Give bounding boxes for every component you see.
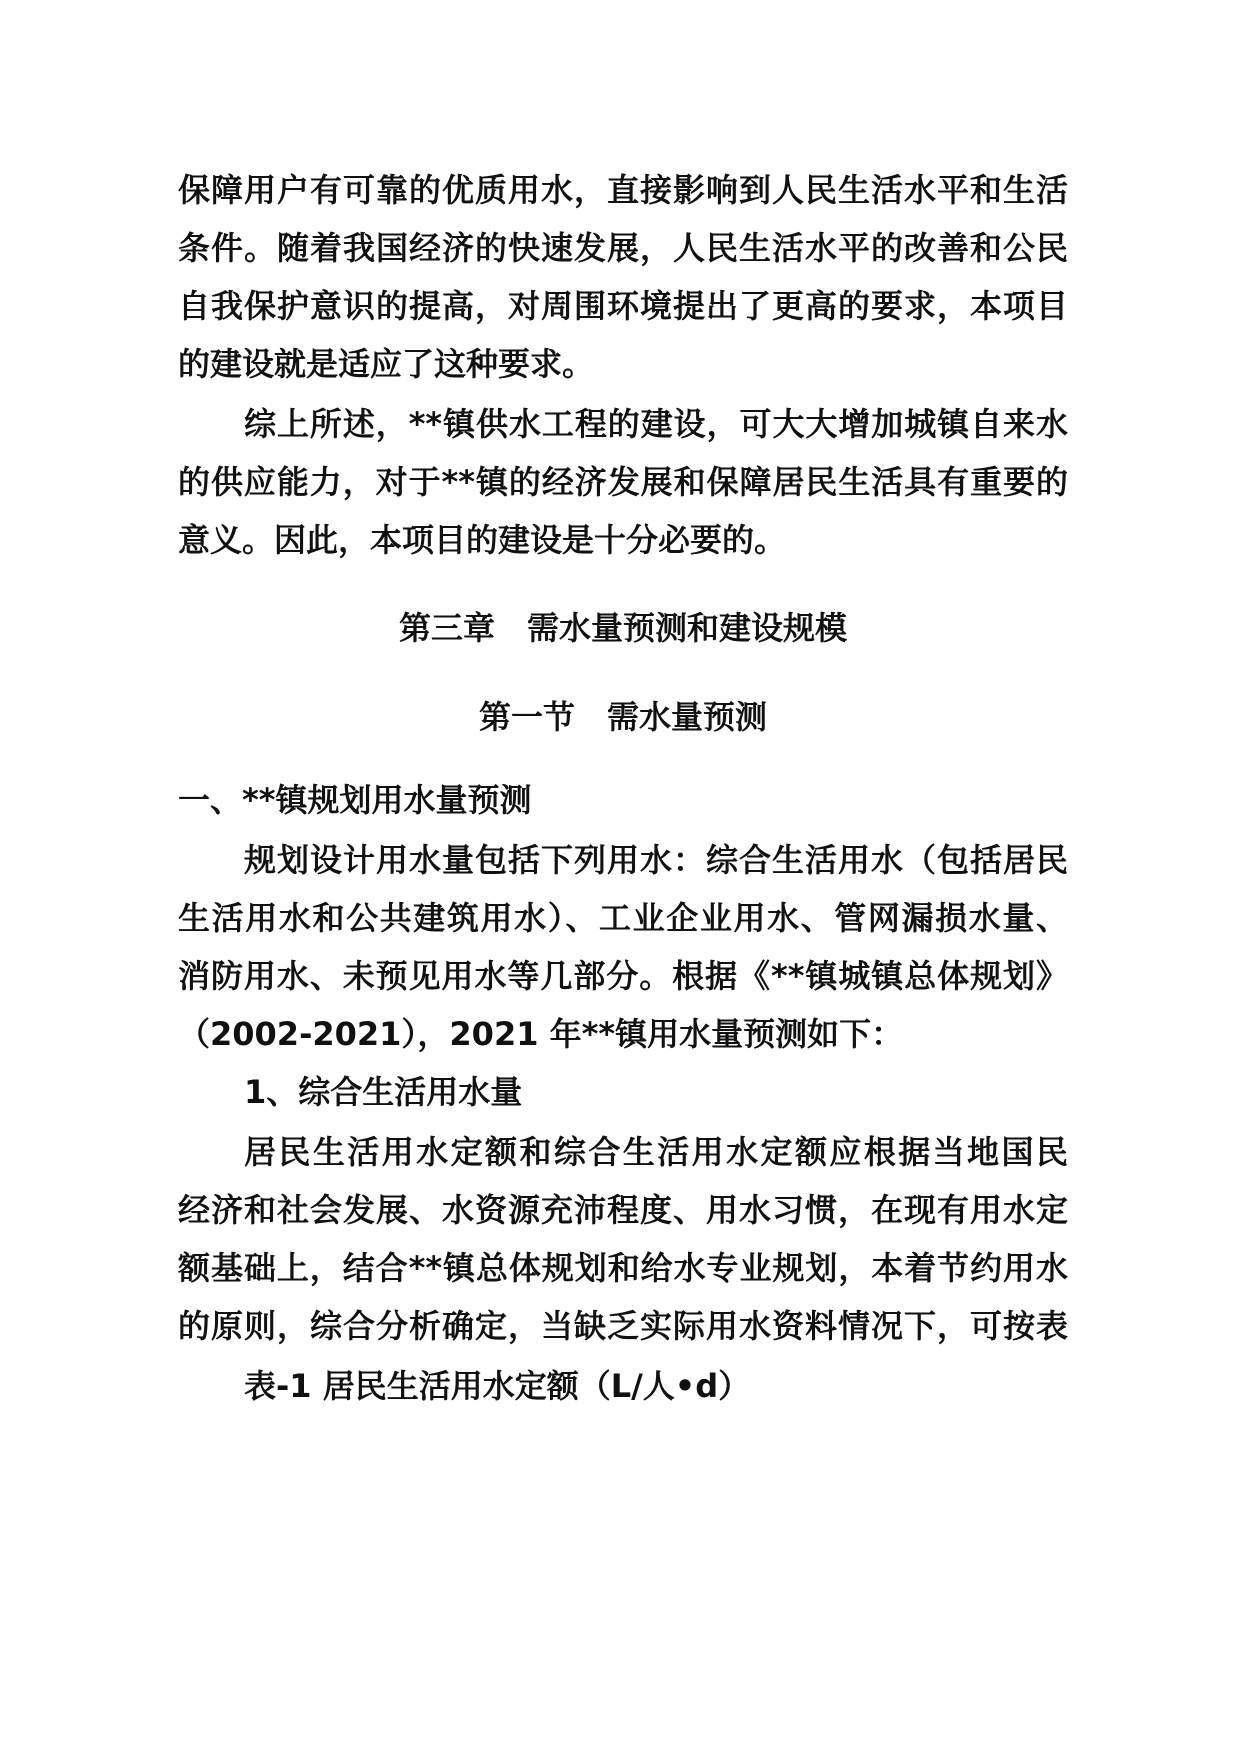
- paragraph-line: 保障用户有可靠的优质用水，直接影响到人民生活水平和生活: [178, 171, 1068, 209]
- chapter-title: 第三章 需水量预测和建设规模: [398, 609, 847, 647]
- paragraph-line: 的原则，综合分析确定，当缺乏实际用水资料情况下，可按表: [178, 1307, 1068, 1345]
- paragraph-line: 综上所述，**镇供水工程的建设，可大大增加城镇自来水: [244, 405, 1068, 443]
- paragraph-line: 条件。随着我国经济的快速发展，人民生活水平的改善和公民: [178, 229, 1068, 267]
- subsection-title: 一、**镇规划用水量预测: [178, 781, 532, 819]
- paragraph-line: 经济和社会发展、水资源充沛程度、用水习惯，在现有用水定: [178, 1191, 1068, 1229]
- paragraph-line: 的建设就是适应了这种要求。: [178, 345, 595, 383]
- paragraph-line: 的供应能力，对于**镇的经济发展和保障居民生活具有重要的: [178, 463, 1068, 501]
- paragraph-line: 居民生活用水定额和综合生活用水定额应根据当地国民: [244, 1133, 1068, 1171]
- paragraph-line: 意义。因此，本项目的建设是十分必要的。: [178, 521, 787, 559]
- paragraph-line: 自我保护意识的提高，对周围环境提出了更高的要求，本项目: [178, 287, 1068, 325]
- paragraph-line: （2002-2021），2021 年**镇用水量预测如下：: [178, 1015, 904, 1053]
- paragraph-line: 额基础上，结合**镇总体规划和给水专业规划，本着节约用水: [178, 1249, 1068, 1287]
- paragraph-line: 生活用水和公共建筑用水）、工业企业用水、管网漏损水量、: [178, 899, 1068, 937]
- item-title: 1、综合生活用水量: [244, 1073, 523, 1111]
- table-caption: 表-1 居民生活用水定额（L/人•d）: [244, 1367, 751, 1405]
- section-title: 第一节 需水量预测: [478, 698, 767, 736]
- paragraph-line: 规划设计用水量包括下列用水：综合生活用水（包括居民: [244, 841, 1068, 879]
- paragraph-line: 消防用水、未预见用水等几部分。根据《**镇城镇总体规划》: [178, 957, 1068, 995]
